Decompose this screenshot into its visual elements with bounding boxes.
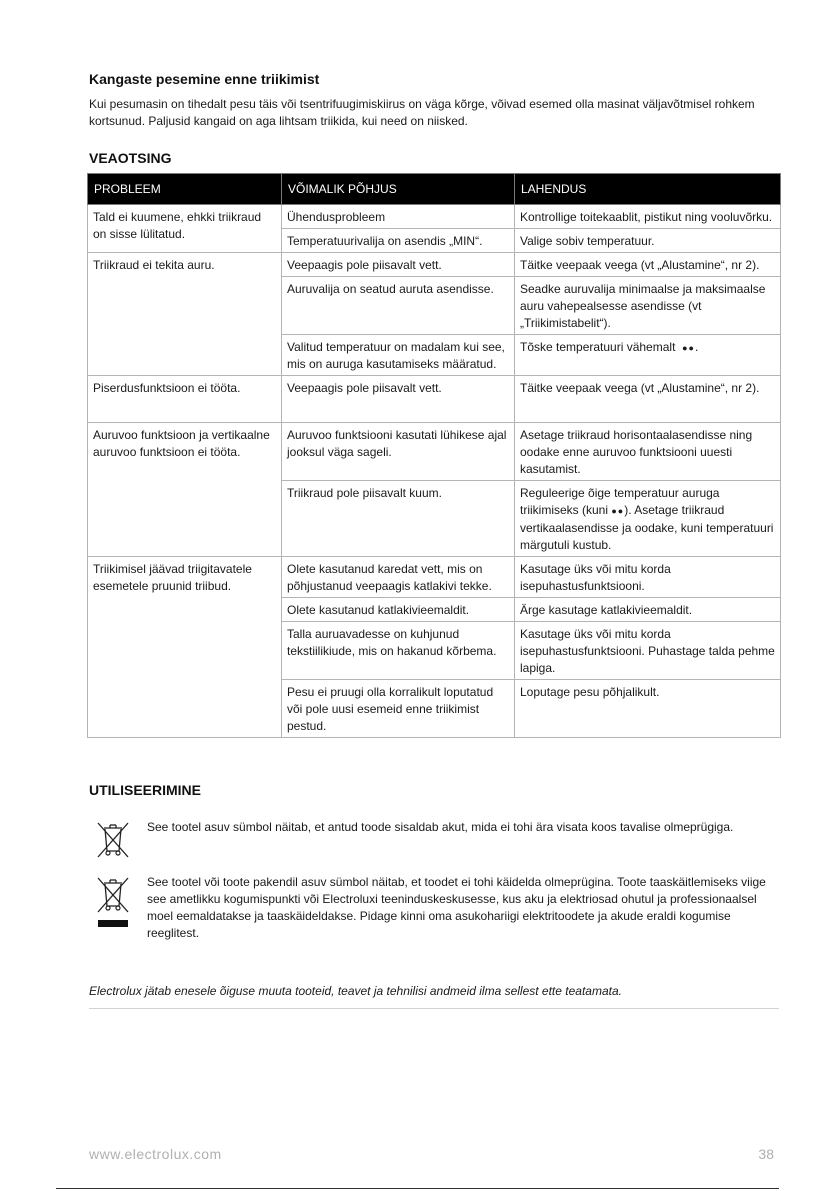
problem-cell: Triikimisel jäävad triigitavatele esemetele pruunid triibud.	[88, 557, 282, 738]
cause-cell: Temperatuurivalija on asendis „MIN“.	[282, 229, 515, 253]
column-header-cause: VÕIMALIK PÕHJUS	[282, 174, 515, 205]
cause-cell: Triikraud pole piisavalt kuum.	[282, 481, 515, 557]
section-heading-ironing-prep: Kangaste pesemine enne triikimist	[89, 71, 320, 87]
cause-cell: Veepaagis pole piisavalt vett.	[282, 376, 515, 423]
table-header-row	[88, 174, 781, 205]
cause-cell: Olete kasutanud katlakivieemaldit.	[282, 598, 515, 622]
ironing-prep-paragraph: Kui pesumasin on tihedalt pesu täis või tsentrifuugimiskiirus on väga kõrge, võivad esemed olla masinat väljavõtmisel rohkem kortsunud. Paljusid kangaid on aga lihtsam triikida, kui need on niisked.	[89, 97, 755, 128]
crossed-out-bin-with-bar-icon	[95, 874, 131, 935]
cause-cell: Talla auruavadesse on kuhjunud tekstiilikiude, mis on hakanud kõrbema.	[282, 622, 515, 680]
table-row	[88, 253, 781, 277]
solution-text: Reguleerige õige temperatuur auruga triikimiseks (kuni	[520, 486, 720, 517]
table-row	[88, 205, 781, 229]
column-header-problem: PROBLEEM	[88, 174, 282, 205]
cause-cell: Auruvalija on seatud auruta asendisse.	[282, 277, 515, 335]
cause-cell: Pesu ei pruugi olla korralikult loputatud või pole uusi esemeid enne triikimist pestud.	[282, 680, 515, 738]
solution-cell: Täitke veepaak veega (vt „Alustamine“, nr 2).	[515, 253, 781, 277]
solution-cell: Asetage triikraud horisontaalasendisse ning oodake enne auruvoo funktsiooni uuesti kasutamist.	[515, 423, 781, 481]
troubleshooting-table	[87, 173, 781, 738]
problem-cell: Auruvoo funktsioon ja vertikaalne auruvoo funktsioon ei tööta.	[88, 423, 282, 557]
disposal-text: See tootel asuv sümbol näitab, et antud toode sisaldab akut, mida ei tohi ära visata koos tavalise olmeprügiga.	[147, 820, 734, 834]
cause-cell: Valitud temperatuur on madalam kui see, mis on auruga kasutamiseks määratud.	[282, 335, 515, 376]
table-row	[88, 423, 781, 481]
cause-cell: Olete kasutanud karedat vett, mis on põhjustanud veepaagis katlakivi tekke.	[282, 557, 515, 598]
solution-cell: Kasutage üks või mitu korda isepuhastusfunktsiooni.	[515, 557, 781, 598]
solution-text: Tõske temperatuuri vähemalt	[520, 340, 676, 354]
solution-cell: Seadke auruvalija minimaalse ja maksimaalse auru vahepealsesse asendisse (vt „Triikimistabelit“).	[515, 277, 781, 335]
column-header-solution: LAHENDUS	[515, 174, 781, 205]
disclaimer-footnote: Electrolux jätab enesele õiguse muuta tooteid, teavet ja tehnilisi andmeid ilma sellest ette teatamata.	[89, 984, 622, 998]
table-row	[88, 557, 781, 598]
footer-website-url[interactable]: www.electrolux.com	[89, 1146, 222, 1162]
problem-cell: Triikraud ei tekita auru.	[88, 253, 282, 376]
page-number: 38	[758, 1146, 774, 1162]
solution-text-end: ). Asetage triikraud vertikaalasendisse ja oodake, kuni temperatuuri märgutuli kustub.	[520, 503, 774, 552]
solution-cell: Kasutage üks või mitu korda isepuhastusfunktsiooni. Puhastage talda pehme lapiga.	[515, 622, 781, 680]
solution-cell	[515, 481, 781, 557]
disposal-item-product	[89, 874, 779, 946]
crossed-out-bin-icon	[95, 819, 131, 864]
solution-cell: Loputage pesu põhjalikult.	[515, 680, 781, 738]
table-row	[88, 376, 781, 423]
bottom-rule	[56, 1188, 779, 1189]
temperature-dots-symbol: ●●	[611, 506, 625, 516]
footnote-divider	[89, 1008, 779, 1009]
solution-cell: Täitke veepaak veega (vt „Alustamine“, nr 2).	[515, 376, 781, 423]
temperature-dots-symbol: ●●	[682, 343, 695, 353]
solution-cell	[515, 335, 781, 376]
section-heading-disposal: UTILISEERIMINE	[89, 782, 202, 798]
section-heading-troubleshooting: VEAOTSING	[89, 150, 172, 166]
problem-cell: Piserdusfunktsioon ei tööta.	[88, 376, 282, 423]
cause-cell: Veepaagis pole piisavalt vett.	[282, 253, 515, 277]
cause-cell: Ühendusprobleem	[282, 205, 515, 229]
problem-cell: Tald ei kuumene, ehkki triikraud on sisse lülitatud.	[88, 205, 282, 253]
cause-cell: Auruvoo funktsiooni kasutati lühikese ajal jooksul väga sageli.	[282, 423, 515, 481]
solution-text-end: .	[694, 340, 699, 354]
solution-cell: Valige sobiv temperatuur.	[515, 229, 781, 253]
disposal-item-battery	[89, 819, 779, 861]
solution-cell: Ärge kasutage katlakivieemaldit.	[515, 598, 781, 622]
solution-cell: Kontrollige toitekaablit, pistikut ning vooluvõrku.	[515, 205, 781, 229]
disposal-text: See tootel või toote pakendil asuv sümbol näitab, et toodet ei tohi käidelda olmeprügina. Toote taaskäitlemiseks viige see ametlikku kogumispunkti või Electroluxi teeninduskeskusesse, kus aku ja elektriosad ohutul ja professionaalsel moel eemaldatakse ja taaskäideldakse. Pidage kinni oma asukohariigi elektritoodete ja akude eraldi kogumise reeglitest.	[147, 875, 766, 940]
